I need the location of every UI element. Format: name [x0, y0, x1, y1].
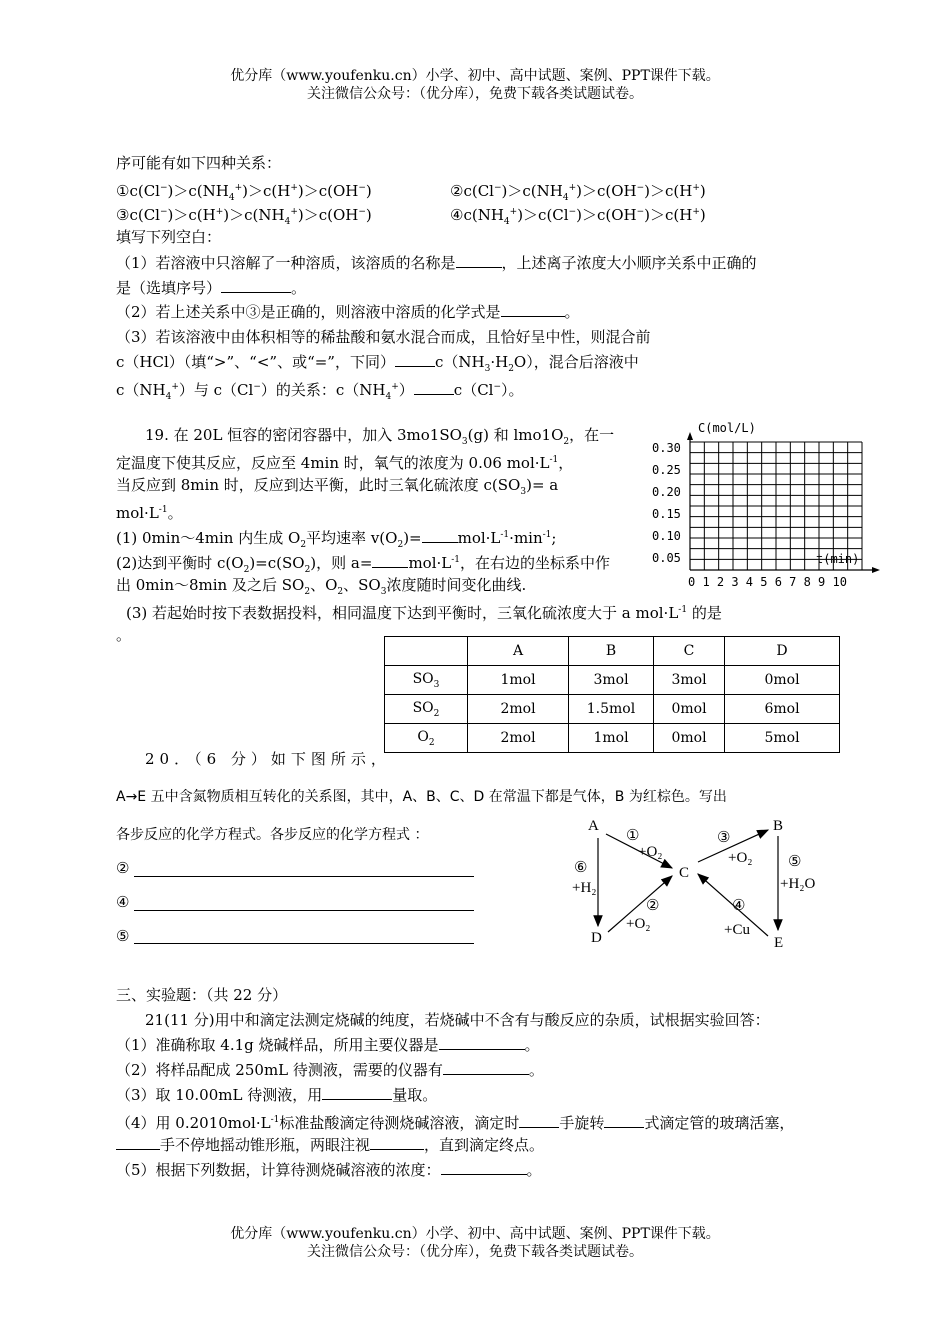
table-row: $SO_3$ 1mol 3mol 3mol 0mol [385, 666, 840, 695]
ytick: 0.05 [652, 551, 681, 565]
q19-part3: (3) 若起始时按下表数据投料，相同温度下达到平衡时，三氧化硫浓度大于 a $mol\cdot L^{-1}$ 的是 [126, 604, 722, 622]
answer-line-2[interactable] [134, 876, 474, 877]
q18-fill-prompt: 填写下列空白： [116, 228, 222, 246]
blank-watch[interactable] [370, 1135, 424, 1150]
answer-label-2: ② [116, 859, 130, 877]
q19-part3-end: 。 [116, 626, 132, 644]
blank-compare-before[interactable] [395, 352, 435, 367]
header-line-2: 关注微信公众号：（优分库），免费下载各类试题试卷。 [307, 86, 643, 102]
q19-part2-line2: 出 0min～8min 及之后 $SO_2$、$O_2$、$SO_3$浓度随时间变化曲线. [116, 576, 527, 597]
q19-part2-line1: (2)达到平衡时 $c(O_2)=c(SO_2)$，则 $a= mol\cdot L^{-1}$，在右边的坐标系中作 [116, 554, 611, 575]
blank-instrument[interactable] [439, 1035, 525, 1050]
table-row: $SO_2$ 2mol 1.5mol 0mol 6mol [385, 695, 840, 724]
q21-part4-line1: （4）用 $0.2010mol\cdot L^{-1}$标准盐酸滴定待测烧碱溶液，滴定时 手旋转 式滴定管的玻璃活塞， [116, 1114, 795, 1132]
q21-part5: （5）根据下列数据，计算待测烧碱溶液的浓度： 。 [116, 1161, 542, 1179]
blank-hand-1[interactable] [519, 1113, 559, 1128]
q19-data-table [384, 636, 840, 753]
reagent-label: +H₂ [572, 880, 597, 896]
concentration-time-graph[interactable] [650, 418, 880, 590]
answer-label-4: ④ [116, 893, 130, 911]
q20-line3: 各步反应的化学方程式。各步反应的化学方程式 ： [116, 827, 429, 843]
reagent-label: +Cu [724, 922, 750, 938]
reagent-label: +H₂O [780, 876, 816, 892]
graph-ylabel: C(mol/L) [698, 421, 756, 435]
reagent-label: +O₂ [626, 916, 651, 932]
q19-line3: 当反应到 8min 时，反应到达平衡，此时三氧化硫浓度 $c(SO_3)= a$ [116, 476, 559, 497]
q18-intro: 序可能有如下四种关系： [116, 154, 282, 172]
q21-part2: （2）将样品配成 250mL 待测液，需要的仪器有 。 [116, 1061, 544, 1079]
step-label: ④ [732, 898, 746, 914]
blank-measure-tool[interactable] [322, 1085, 392, 1100]
q18-part1-line2: 是（选填序号） 。 [116, 279, 307, 297]
blank-compare-after[interactable] [414, 380, 454, 395]
q21-part4-line2: 手不停地摇动锥形瓶，两眼注视 ，直到滴定终点。 [116, 1134, 544, 1156]
table-header-row: A B C D [385, 637, 840, 666]
blank-instruments[interactable] [443, 1060, 529, 1075]
q21-intro: 21(11 分)用中和滴定法测定烧碱的纯度，若烧碱中不含有与酸反应的杂质，试根据实验回答： [145, 1011, 770, 1029]
blank-burette-type[interactable] [604, 1113, 644, 1128]
footer-line-1: 优分库（www.youfenku.cn）小学、初中、高中试题、案例、PPT课件下载。 [230, 1226, 720, 1242]
step-label: ① [626, 828, 640, 844]
graph-yticks [652, 441, 681, 565]
node-B: B [773, 818, 784, 834]
blank-rate-o2[interactable] [422, 528, 458, 543]
node-E: E [774, 935, 784, 951]
reagent-label: +O₂ [638, 844, 663, 860]
reaction-diagram [560, 812, 830, 954]
ytick: 0.25 [652, 463, 681, 477]
q20-title: 20．（6 分）如下图所示， [145, 750, 391, 768]
ytick: 0.10 [652, 529, 681, 543]
reagent-label: +O₂ [728, 850, 753, 866]
blank-a-value[interactable] [372, 553, 408, 568]
blank-hand-2[interactable] [116, 1135, 160, 1150]
header-line-1: 优分库（www.youfenku.cn）小学、初中、高中试题、案例、PPT课件下载。 [230, 68, 720, 84]
q18-option-4: $④c(NH_4^+)>c(Cl^-)>c(OH^-)>c(H^+)$ [450, 206, 706, 227]
step-label: ⑥ [574, 860, 588, 876]
q18-option-3: $③c(Cl^-)>c(H^+)>c(NH_4^+)>c(OH^-)$ [116, 206, 372, 227]
q18-part2: （2）若上述关系中③是正确的，则溶液中溶质的化学式是 。 [116, 303, 580, 321]
footer-line-2: 关注微信公众号：（优分库），免费下载各类试题试卷。 [307, 1244, 643, 1260]
step-label: ③ [717, 830, 731, 846]
q21-part3: （3）取 10.00mL 待测液，用 量取。 [116, 1086, 438, 1104]
q18-part1-line1: （1）若溶液中只溶解了一种溶质，该溶质的名称是 ，上述离子浓度大小顺序关系中正确的 [116, 254, 757, 272]
answer-line-4[interactable] [134, 910, 474, 911]
q18-part3-line1: （3）若该溶液中由体积相等的稀盐酸和氨水混合而成，且恰好呈中性，则混合前 [116, 328, 651, 346]
q18-part3-line3: $c(NH_4^+)$与 c（Cl−）的关系：$c(NH_4^+)$ c（Cl−）。 [116, 381, 524, 402]
blank-order-choice[interactable] [221, 278, 291, 293]
ytick: 0.30 [652, 441, 681, 455]
q19-part1: (1) 0min～4min 内生成 $O_2$平均速率 $v(O_2)= mol\cdot L^{-1}\cdot\min^{-1}$; [116, 529, 557, 550]
q18-part3-line2: c（HCl）（填“>”、“<”、或“=”，下同） $c(NH_3\cdot H_2O)$，混合后溶液中 [116, 353, 639, 374]
blank-concentration[interactable] [441, 1160, 527, 1175]
blank-solute-formula[interactable] [501, 302, 565, 317]
graph-grid [690, 442, 862, 570]
q21-part1: （1）准确称取 4.1g 烧碱样品，所用主要仪器是 。 [116, 1036, 540, 1054]
graph-xticks: 0 1 2 3 4 5 6 7 8 9 10 [688, 575, 847, 589]
step-label: ⑤ [788, 854, 802, 870]
q18-option-2: $②c(Cl^-)>c(NH_4^+)>c(OH^-)>c(H^+)$ [450, 182, 706, 203]
answer-label-5: ⑤ [116, 927, 130, 945]
ytick: 0.15 [652, 507, 681, 521]
q18-option-1: $①c(Cl^-)>c(NH_4^+)>c(H^+)>c(OH^-)$ [116, 182, 372, 203]
node-D: D [591, 930, 602, 946]
q19-line1: 19. 在 20L 恒容的密闭容器中，加入 $3mo1SO_3(g)$ 和 $lmo1O_2$，在一 [145, 426, 615, 447]
q20-line2: A→E 五中含氮物质相互转化的关系图，其中，A、B、C、D 在常温下都是气体，B 为红棕色。写出 [116, 789, 727, 805]
node-C: C [679, 865, 690, 881]
step-label: ② [646, 898, 660, 914]
node-A: A [588, 818, 599, 834]
q19-line4: $mol\cdot L^{-1}$。 [116, 504, 183, 522]
ytick: 0.20 [652, 485, 681, 499]
graph-xlabel: t(min) [816, 552, 860, 566]
section3-title: 三、实验题：（共 22 分） [116, 986, 288, 1004]
q19-line2: 定温度下使其反应，反应至 4min 时，氧气的浓度为 0.06 $mol\cdot L^{-1}$， [116, 454, 574, 472]
blank-solute-name[interactable] [456, 253, 502, 268]
table-row: $O_2$ 2mol 1mol 0mol 5mol [385, 724, 840, 753]
answer-line-5[interactable] [134, 943, 474, 944]
